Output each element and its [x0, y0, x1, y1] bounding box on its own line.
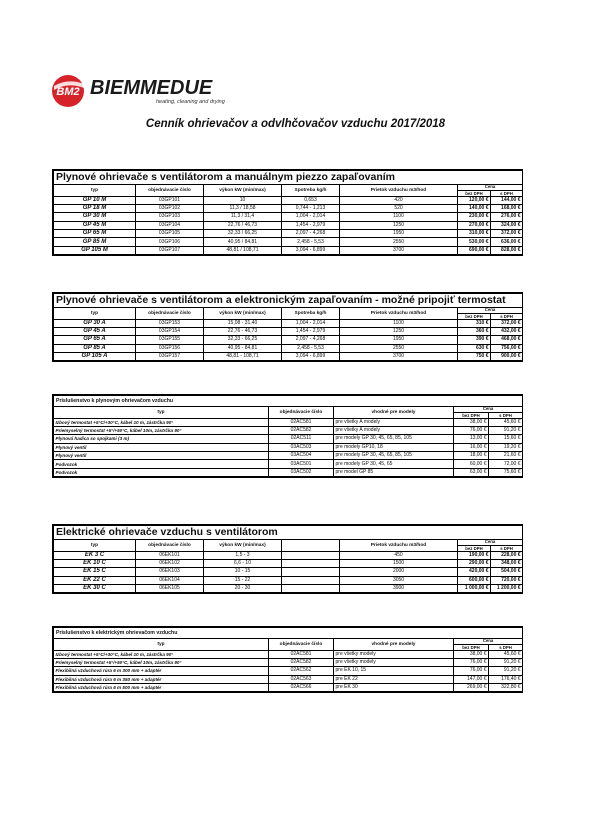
table-row — [54, 452, 523, 460]
accessory-name-cell: Flexibilná vzduchová rúra 6 m 350 mm + adaptér — [54, 675, 269, 683]
table-row — [54, 418, 523, 426]
section-title: Elektrické ohrievače vzduchu s ventilátorom — [54, 526, 523, 540]
table-row — [54, 435, 523, 443]
logo-mark — [52, 75, 84, 107]
col-header-net: bez DPH — [454, 644, 489, 650]
suitable-models-cell: pre všetky modely — [334, 658, 454, 666]
col-header-net: bez DPH — [458, 190, 491, 196]
price-gross-cell: 504,00 € — [491, 568, 523, 576]
model-cell: GP 18 M — [54, 204, 136, 212]
airflow-cell: 520 — [340, 204, 458, 212]
price-gross-cell: 372,00 € — [491, 319, 523, 327]
col-header-type: typ — [54, 308, 136, 320]
consumption-cell — [282, 559, 340, 567]
power-cell: 32,33 - 66,25 — [204, 336, 282, 344]
consumption-cell — [282, 568, 340, 576]
airflow-cell: 3900 — [340, 585, 458, 593]
price-gross-cell: 144,00 € — [491, 196, 523, 204]
table-row — [54, 327, 523, 335]
airflow-cell: 2000 — [340, 568, 458, 576]
suitable-models-cell: pre model GP 85 — [334, 468, 454, 476]
price-gross-cell: 168,00 € — [491, 204, 523, 212]
section-title: Plynové ohrievače s ventilátorom a manuálnym piezzo zapaľovaním — [54, 171, 523, 185]
col-header-net: bez DPH — [458, 545, 491, 551]
section-title: Príslušenstvo k plynovým ohrievačom vzduchu — [54, 396, 523, 407]
airflow-cell: 2550 — [340, 344, 458, 352]
price-net-cell: 16,00 € — [454, 443, 489, 451]
power-cell: 6,6 - 10 — [204, 559, 282, 567]
col-header-gross: s DPH — [489, 644, 523, 650]
price-gross-cell: 322,80 € — [489, 684, 523, 692]
price-net-cell: 13,00 € — [454, 435, 489, 443]
brand-name: BIEMMEDUE — [90, 77, 213, 99]
price-net-cell: 600,00 € — [458, 576, 491, 584]
airflow-cell: 1950 — [340, 336, 458, 344]
price-gross-cell: 1 200,00 € — [491, 585, 523, 593]
consumption-cell: 0,653 — [282, 196, 340, 204]
price-net-cell: 270,00 € — [458, 221, 491, 229]
brand-logo — [50, 70, 250, 110]
power-cell: 20 - 30 — [204, 585, 282, 593]
model-cell: GP 30 M — [54, 213, 136, 221]
model-cell: EK 10 C — [54, 559, 136, 567]
table-row — [54, 238, 523, 246]
order-number-cell: 06EK104 — [136, 576, 204, 584]
order-number-cell: 03GP105 — [136, 230, 204, 238]
col-header-order: objednávacie číslo — [136, 540, 204, 552]
power-cell: 15,08 - 31,40 — [204, 319, 282, 327]
logo-mark-text: BM2 — [56, 86, 80, 98]
price-net-cell: 390 € — [458, 336, 491, 344]
order-number-cell: 03AC504 — [269, 452, 334, 460]
price-net-cell: 63,00 € — [454, 468, 489, 476]
order-number-cell: 02AC582 — [269, 426, 334, 434]
order-number-cell: 03GP157 — [136, 353, 204, 361]
order-number-cell: 02AC563 — [269, 675, 334, 683]
table-row — [54, 204, 523, 212]
suitable-models-cell: pre EK 22 — [334, 675, 454, 683]
col-header-gross: s DPH — [491, 313, 523, 319]
col-header-flow: Prietok vzduchu m3/hod — [340, 185, 458, 197]
price-gross-cell: 324,00 € — [491, 221, 523, 229]
table-row — [54, 426, 523, 434]
order-number-cell: 06EK102 — [136, 559, 204, 567]
order-number-cell: 03AC503 — [269, 443, 334, 451]
order-number-cell: 03GP153 — [136, 319, 204, 327]
consumption-cell: 2,097 - 4,268 — [282, 230, 340, 238]
col-header-price: Cena — [454, 639, 523, 645]
consumption-cell — [282, 551, 340, 559]
document-title: Cenník ohrievačov a odvlhčovačov vzduchu 2017/2018 — [145, 118, 446, 130]
consumption-cell — [282, 585, 340, 593]
col-header-price: Cena — [458, 308, 523, 314]
accessory-name-cell: Plynová hadica so spojkami (3 m) — [54, 435, 269, 443]
suitable-models-cell: pre EK 30 — [334, 684, 454, 692]
table-row — [54, 319, 523, 327]
table-row — [54, 684, 523, 692]
consumption-cell: 3,094 - 6,899 — [282, 246, 340, 254]
consumption-cell: 1,454 - 2,979 — [282, 327, 340, 335]
suitable-models-cell: pre všetky modely — [334, 650, 454, 658]
price-net-cell: 420,00 € — [458, 568, 491, 576]
table-row — [54, 675, 523, 683]
price-net-cell: 18,00 € — [454, 452, 489, 460]
model-cell: EK 22 C — [54, 576, 136, 584]
table-row — [54, 585, 523, 593]
col-header-net: bez DPH — [458, 313, 491, 319]
col-header-empty — [282, 540, 340, 552]
price-gross-cell: 228,00 € — [491, 551, 523, 559]
consumption-cell: 0,744 - 1,213 — [282, 204, 340, 212]
col-header-price: Cena — [458, 540, 523, 546]
consumption-cell: 2,097 - 4,268 — [282, 336, 340, 344]
model-cell: EK 15 C — [54, 568, 136, 576]
consumption-cell: 2,458 - 5,53 — [282, 238, 340, 246]
suitable-models-cell: pre modely GP 30, 45, 65, 85, 105 — [334, 452, 454, 460]
order-number-cell: 03GP104 — [136, 221, 204, 229]
power-cell: 11,3 / 18,58 — [204, 204, 282, 212]
power-cell: 10 — [204, 196, 282, 204]
col-header-order: objednávacie číslo — [136, 308, 204, 320]
table-row — [54, 213, 523, 221]
price-net-cell: 190,00 € — [458, 551, 491, 559]
order-number-cell: 03GP154 — [136, 327, 204, 335]
col-header-consumption: Spotreba kg/h — [282, 308, 340, 320]
order-number-cell: 03AC501 — [269, 460, 334, 468]
price-net-cell: 750 € — [458, 353, 491, 361]
power-cell: 40,95 - 84,81 — [204, 344, 282, 352]
accessory-name-cell: Plynový ventil — [54, 452, 269, 460]
col-header-type: typ — [54, 407, 269, 419]
order-number-cell: 03GP101 — [136, 196, 204, 204]
price-net-cell: 140,00 € — [458, 204, 491, 212]
col-header-flow: Prietok vzduchu m3/hod — [340, 308, 458, 320]
col-header-type: typ — [54, 639, 269, 651]
accessory-name-cell: Izbový termostat +5°C/+30°C, kábel 10 m, zástrčka 90° — [54, 418, 269, 426]
airflow-cell: 1250 — [340, 327, 458, 335]
consumption-cell: 1,004 - 2,014 — [282, 213, 340, 221]
price-gross-cell: 276,00 € — [491, 213, 523, 221]
airflow-cell: 1950 — [340, 230, 458, 238]
model-cell: GP 65 M — [54, 230, 136, 238]
price-gross-cell: 75,60 € — [489, 468, 523, 476]
price-gross-cell: 468,00 € — [491, 336, 523, 344]
airflow-cell: 1500 — [340, 559, 458, 567]
col-header-gross: s DPH — [491, 190, 523, 196]
price-net-cell: 230,00 € — [458, 213, 491, 221]
consumption-cell — [282, 576, 340, 584]
accessory-name-cell: Izbový termostat +5°C/+30°C, kábel 10 m, zástrčka 90° — [54, 650, 269, 658]
price-gross-cell: 432,00 € — [491, 327, 523, 335]
col-header-power: výkon kW (min/max) — [204, 540, 282, 552]
airflow-cell: 420 — [340, 196, 458, 204]
price-net-cell: 76,00 € — [454, 667, 489, 675]
price-net-cell: 269,00 € — [454, 684, 489, 692]
col-header-flow: Prietok vzduchu m3/hod — [340, 540, 458, 552]
power-cell: 48,81 / 108,71 — [204, 246, 282, 254]
model-cell: EK 30 C — [54, 585, 136, 593]
model-cell: GP 10 M — [54, 196, 136, 204]
price-gross-cell: 900,00 € — [491, 353, 523, 361]
table-row — [54, 196, 523, 204]
order-number-cell: 02AC581 — [269, 418, 334, 426]
electric-section — [52, 524, 523, 594]
gas-electronic-section — [52, 292, 523, 362]
airflow-cell: 1100 — [340, 213, 458, 221]
table-row — [54, 443, 523, 451]
col-header-net: bez DPH — [454, 412, 489, 418]
table-row — [54, 221, 523, 229]
col-header-order: objednávacie číslo — [269, 407, 334, 419]
accessory-name-cell: Podvozok — [54, 468, 269, 476]
suitable-models-cell: pre modely GP 30, 45, 65 — [334, 460, 454, 468]
power-cell: 10 - 15 — [204, 568, 282, 576]
col-header-gross: s DPH — [491, 545, 523, 551]
accessory-name-cell: Flexibilná vzduchová rúra 6 m 300 mm + adaptér — [54, 667, 269, 675]
price-gross-cell: 720,00 € — [491, 576, 523, 584]
suitable-models-cell: pre EK 10, 15 — [334, 667, 454, 675]
table-row — [54, 468, 523, 476]
price-net-cell: 76,00 € — [454, 426, 489, 434]
price-gross-cell: 91,20 € — [489, 658, 523, 666]
col-header-for: vhodné pre modely — [334, 407, 454, 419]
section-title: Plynové ohrievače s ventilátorom a elektronickým zapaľovaním - možné pripojiť termostat — [54, 294, 523, 308]
power-cell: 1,5 - 3 — [204, 551, 282, 559]
price-net-cell: 38,00 € — [454, 650, 489, 658]
price-net-cell: 76,00 € — [454, 658, 489, 666]
price-net-cell: 147,00 € — [454, 675, 489, 683]
table-row — [54, 650, 523, 658]
suitable-models-cell: pre všetky A modely — [334, 418, 454, 426]
model-cell: GP 30 A — [54, 319, 136, 327]
price-net-cell: 310 € — [458, 319, 491, 327]
table-row — [54, 246, 523, 254]
price-net-cell: 630 € — [458, 344, 491, 352]
col-header-for: vhodné pre modely — [334, 639, 454, 651]
col-header-power: výkon kW (min/max) — [204, 185, 282, 197]
col-header-gross: s DPH — [489, 412, 523, 418]
order-number-cell: 03GP155 — [136, 336, 204, 344]
price-gross-cell: 372,00 € — [491, 230, 523, 238]
order-number-cell: 02AC581 — [269, 650, 334, 658]
model-cell: GP 85 M — [54, 238, 136, 246]
power-cell: 11,3 / 31,4 — [204, 213, 282, 221]
consumption-cell: 3,094 - 6,899 — [282, 353, 340, 361]
model-cell: GP 45 A — [54, 327, 136, 335]
order-number-cell: 02AC582 — [269, 658, 334, 666]
price-net-cell: 530,00 € — [458, 238, 491, 246]
model-cell: GP 105 A — [54, 353, 136, 361]
order-number-cell: 03GP102 — [136, 204, 204, 212]
order-number-cell: 02AC562 — [269, 667, 334, 675]
col-header-type: typ — [54, 185, 136, 197]
order-number-cell: 02AC566 — [269, 684, 334, 692]
power-cell: 32,33 / 66,25 — [204, 230, 282, 238]
col-header-price: Cena — [458, 185, 523, 191]
table-row — [54, 344, 523, 352]
col-header-order: objednávacie číslo — [269, 639, 334, 651]
price-gross-cell: 72,00 € — [489, 460, 523, 468]
price-gross-cell: 348,00 € — [491, 559, 523, 567]
price-gross-cell: 176,40 € — [489, 675, 523, 683]
order-number-cell: 03GP107 — [136, 246, 204, 254]
col-header-price: Cena — [454, 407, 523, 413]
col-header-consumption: Spotreba kg/h — [282, 185, 340, 197]
suitable-models-cell: pre modely GP 30, 45, 65, 85, 105 — [334, 435, 454, 443]
consumption-cell: 1,004 - 2,014 — [282, 319, 340, 327]
price-net-cell: 120,00 € — [458, 196, 491, 204]
model-cell: EK 3 C — [54, 551, 136, 559]
col-header-type: typ — [54, 540, 136, 552]
table-row — [54, 559, 523, 567]
table-row — [54, 460, 523, 468]
table-row — [54, 568, 523, 576]
price-net-cell: 360 € — [458, 327, 491, 335]
table-row — [54, 551, 523, 559]
order-number-cell: 02AC511 — [269, 435, 334, 443]
col-header-order: objednávacie číslo — [136, 185, 204, 197]
suitable-models-cell: pre modely GP10, 18 — [334, 443, 454, 451]
order-number-cell: 03GP103 — [136, 213, 204, 221]
airflow-cell: 2550 — [340, 238, 458, 246]
price-net-cell: 60,00 € — [454, 460, 489, 468]
model-cell: GP 65 A — [54, 336, 136, 344]
price-gross-cell: 21,60 € — [489, 452, 523, 460]
power-cell: 22,76 / 46,73 — [204, 221, 282, 229]
table-row — [54, 576, 523, 584]
airflow-cell: 3700 — [340, 246, 458, 254]
price-gross-cell: 91,20 € — [489, 426, 523, 434]
table-row — [54, 336, 523, 344]
section-title: Príslušenstvo k elektrickým ohrievačom vzduchu — [54, 628, 523, 639]
airflow-cell: 1250 — [340, 221, 458, 229]
power-cell: 22,76 - 46,73 — [204, 327, 282, 335]
airflow-cell: 1100 — [340, 319, 458, 327]
price-net-cell: 310,00 € — [458, 230, 491, 238]
accessory-name-cell: Priemyselný termostat +5°/+50°C, kábel 10m, zástrčka 90° — [54, 658, 269, 666]
accessory-name-cell: Flexibilná vzduchová rúra 6 m 500 mm + adaptér — [54, 684, 269, 692]
price-gross-cell: 756,00 € — [491, 344, 523, 352]
accessory-name-cell: Podvozok — [54, 460, 269, 468]
price-gross-cell: 828,00 € — [491, 246, 523, 254]
price-net-cell: 1 000,00 € — [458, 585, 491, 593]
order-number-cell: 06EK101 — [136, 551, 204, 559]
table-row — [54, 658, 523, 666]
price-gross-cell: 15,60 € — [489, 435, 523, 443]
airflow-cell: 450 — [340, 551, 458, 559]
price-net-cell: 290,00 € — [458, 559, 491, 567]
order-number-cell: 03GP156 — [136, 344, 204, 352]
price-net-cell: 690,00 € — [458, 246, 491, 254]
power-cell: 15 - 22 — [204, 576, 282, 584]
gas-manual-section — [52, 169, 523, 256]
electric-accessories-section — [52, 626, 523, 693]
accessory-name-cell: Priemyselný termostat +5°/+50°C, kábel 10m, zástrčka 90° — [54, 426, 269, 434]
accessory-name-cell: Plynový ventil — [54, 443, 269, 451]
model-cell: GP 105 M — [54, 246, 136, 254]
consumption-cell: 1,454 - 2,979 — [282, 221, 340, 229]
table-row — [54, 667, 523, 675]
suitable-models-cell: pre všetky A modely — [334, 426, 454, 434]
brand-tagline: heating, cleaning and drying — [156, 99, 225, 105]
model-cell: GP 45 M — [54, 221, 136, 229]
airflow-cell: 3700 — [340, 353, 458, 361]
order-number-cell: 06EK105 — [136, 585, 204, 593]
price-gross-cell: 45,60 € — [489, 650, 523, 658]
power-cell: 48,81 - 108,71 — [204, 353, 282, 361]
price-net-cell: 38,00 € — [454, 418, 489, 426]
price-gross-cell: 19,20 € — [489, 443, 523, 451]
order-number-cell: 03AC502 — [269, 468, 334, 476]
price-gross-cell: 636,00 € — [491, 238, 523, 246]
gas-accessories-section — [52, 394, 523, 478]
airflow-cell: 3050 — [340, 576, 458, 584]
order-number-cell: 06EK103 — [136, 568, 204, 576]
col-header-power: výkon kW (min/max) — [204, 308, 282, 320]
table-row — [54, 230, 523, 238]
order-number-cell: 03GP106 — [136, 238, 204, 246]
power-cell: 40,95 / 84,81 — [204, 238, 282, 246]
consumption-cell: 2,458 - 5,53 — [282, 344, 340, 352]
table-row — [54, 353, 523, 361]
price-gross-cell: 45,60 € — [489, 418, 523, 426]
price-gross-cell: 91,20 € — [489, 667, 523, 675]
model-cell: GP 85 A — [54, 344, 136, 352]
